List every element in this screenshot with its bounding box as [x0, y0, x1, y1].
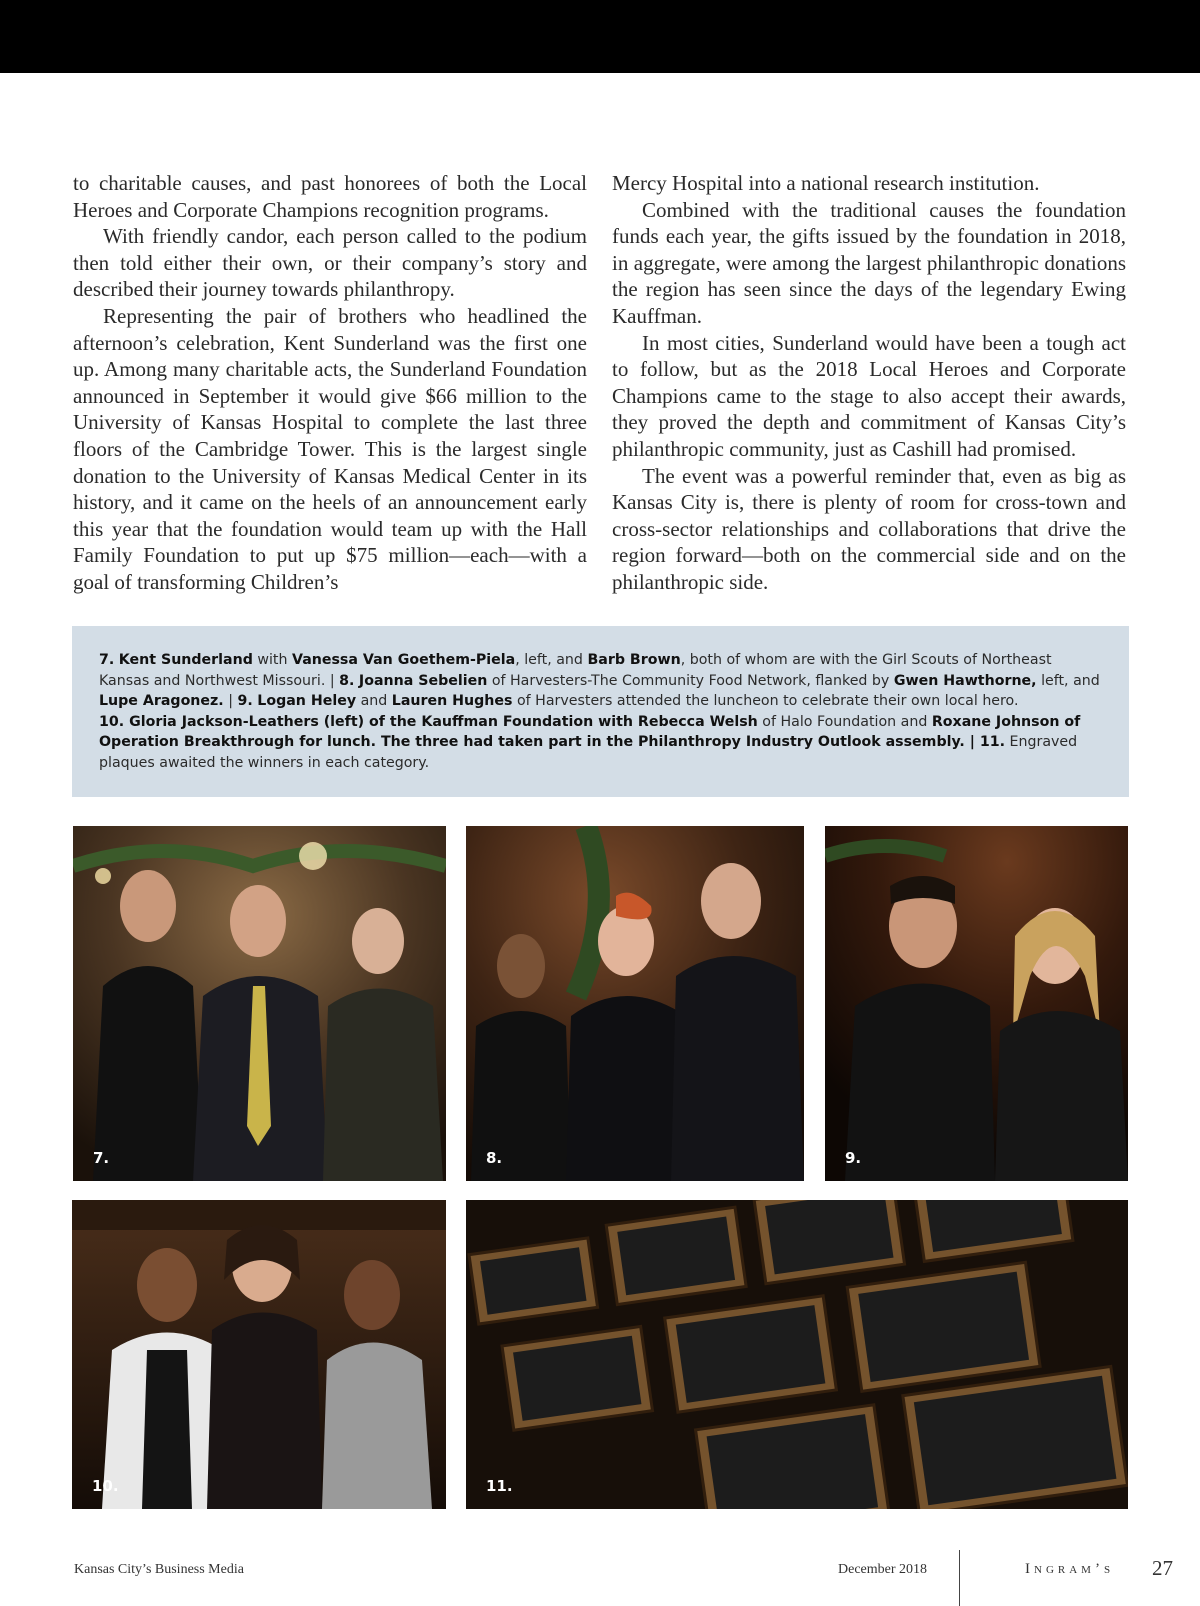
photo-9-image [825, 826, 1128, 1181]
photo-8-image [466, 826, 804, 1181]
caption-name: Lupe Aragonez. [99, 693, 224, 709]
caption-number: 7. [99, 652, 115, 668]
caption-text: of Harvesters-The Community Food Network, flanked by [487, 672, 894, 689]
article-paragraph: to charitable causes, and past honorees of both the Local Heroes and Corporate Champions recognition programs. [73, 171, 587, 222]
footer-brand: Ingram’s [1025, 1561, 1115, 1577]
photo-11 [466, 1200, 1128, 1509]
photo-caption-box [72, 626, 1129, 797]
caption-text: with [252, 652, 292, 668]
caption-bold-run: Roxane Johnson of Operation Breakthrough for lunch. The three had taken part in the Philanthropy Industry Outlook assembly. | 11. [99, 713, 1081, 750]
footer-divider [959, 1550, 960, 1606]
article-paragraph: Combined with the traditional causes the foundation funds each year, the gifts issued by the foundation in 2018, in aggregate, were among the largest philanthropic donations the region has seen since the days of the legendary Ewing Kauffman. [612, 197, 1126, 328]
photo-number: 11. [486, 1477, 513, 1495]
caption-text: left, and [1036, 672, 1100, 689]
caption-text: | [223, 693, 238, 709]
photo-7-image [73, 826, 446, 1181]
caption-name: Joanna Sebelien [358, 672, 488, 689]
photo-number: 9. [845, 1149, 862, 1167]
photo-11-image [466, 1200, 1128, 1509]
article-paragraph: Mercy Hospital into a national research institution. [612, 171, 1040, 195]
caption-name: Vanessa Van Goethem-Piela [291, 652, 516, 668]
footer-publisher: Kansas City’s Business Media [74, 1562, 244, 1577]
article-paragraph: With friendly candor, each person called to the podium then told either their own, or their company’s story and described their journey towards philanthropy. [73, 224, 587, 302]
caption-name: Barb Brown [587, 652, 681, 668]
article-paragraph: In most cities, Sunderland would have been a tough act to follow, but as the 2018 Local Heroes and Corporate Champions came to the stage to also accept their awards, they proved the depth and commitment of Kansas City’s philanthropic community, just as Cashill had promised. [612, 330, 1126, 461]
caption-name: Gwen Hawthorne, [893, 672, 1037, 689]
photo-10 [72, 1200, 446, 1509]
article-column-left [73, 170, 587, 596]
photo-number: 8. [486, 1149, 503, 1167]
photo-10-image [72, 1200, 446, 1509]
caption-name: Logan Heley [257, 693, 357, 709]
photo-7 [73, 826, 446, 1181]
caption-text: of Halo Foundation and [757, 713, 932, 730]
caption-name: Lauren Hughes [391, 693, 513, 709]
caption-number: 8. [339, 672, 355, 689]
photo-9 [825, 826, 1128, 1181]
caption-text: and [356, 693, 392, 709]
caption-name: Kent Sunderland [118, 652, 253, 668]
photo-number: 10. [92, 1477, 119, 1495]
article-paragraph: The event was a powerful reminder that, even as big as Kansas City is, there is plenty of room for cross-town and cross-sector relationships and collaborations that drive the region forward—both on the commercial side and on the philanthropic side. [612, 463, 1126, 594]
caption-text: Engraved plaques awaited the winners in each category. [99, 734, 1078, 771]
caption-number: 9. [237, 693, 253, 709]
article-paragraph: Representing the pair of brothers who headlined the afternoon’s celebration, Kent Sunderland was the first one up. Among many charitable acts, the Sunderland Foundation announced in September it would give $66 million to the University of Kansas Hospital to complete the last three floors of the Cambridge Tower. This is the largest single donation to the University of Kansas Medical Center in its history, and it came on the heels of an announcement early this year that the foundation would team up with the Hall Family Foundation to put up $75 million—each—with a goal of transforming Children’s [73, 303, 587, 594]
caption-bold-run: 10. Gloria Jackson-Leathers (left) of the Kauffman Foundation with Rebecca Welsh [99, 713, 758, 730]
article-column-right [612, 170, 1126, 596]
photo-number: 7. [93, 1149, 110, 1167]
caption-text: , left, and [515, 652, 588, 668]
footer-date: December 2018 [838, 1562, 928, 1577]
caption-text: of Harvesters attended the luncheon to celebrate their own local hero. [512, 693, 1019, 709]
top-black-bar [0, 0, 1200, 73]
page-number: 27 [1152, 1556, 1173, 1580]
caption-text: , both of whom are with the Girl Scouts of Northeast Kansas and Northwest Missouri. | [99, 652, 1052, 689]
photo-8 [466, 826, 804, 1181]
